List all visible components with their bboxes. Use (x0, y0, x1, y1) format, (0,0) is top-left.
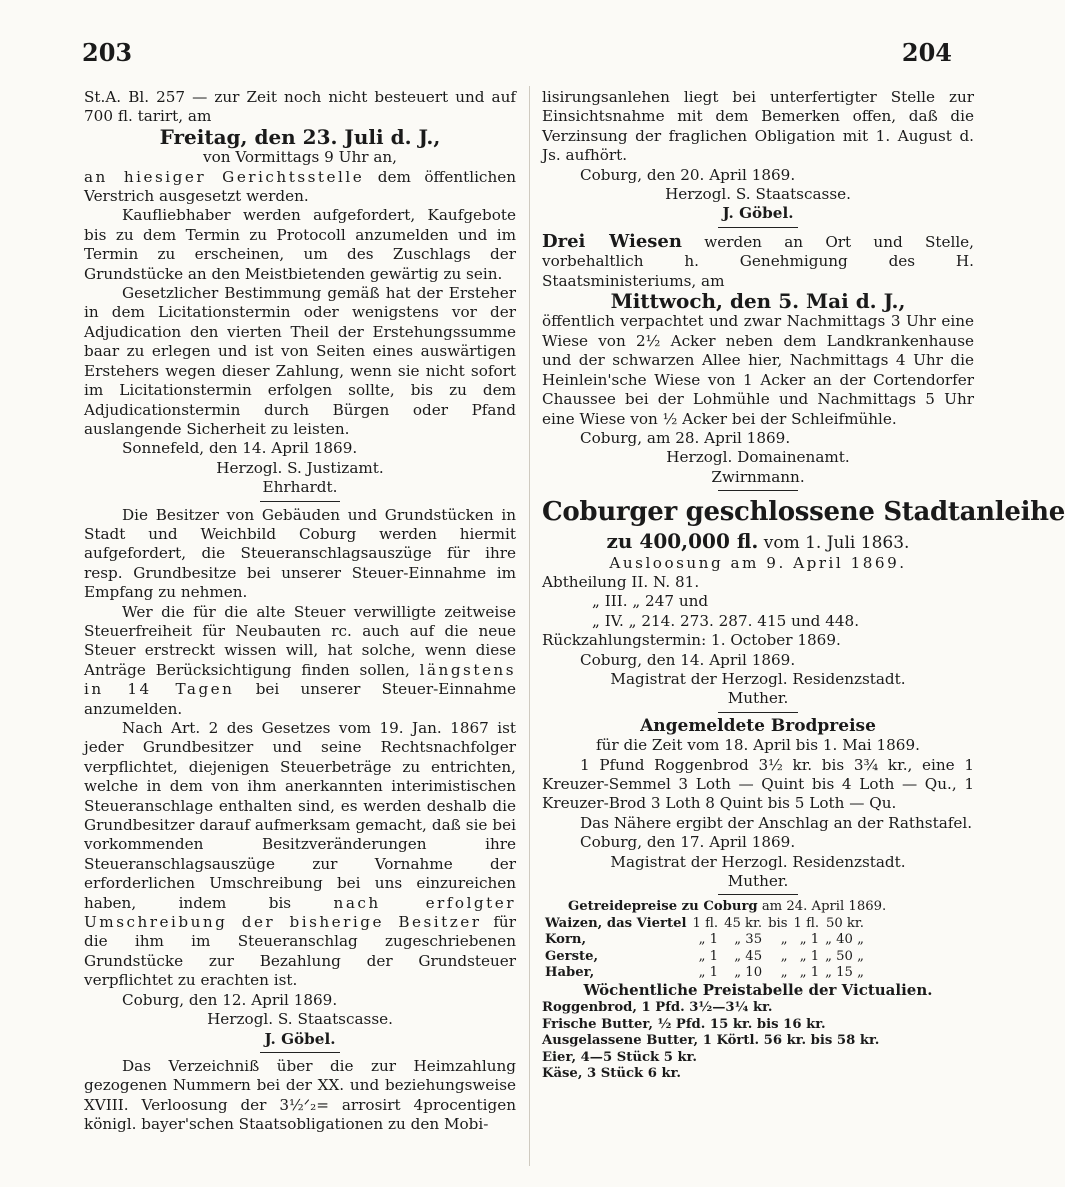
victual-item: Ausgelassene Butter, 1 Körtl. 56 kr. bis 58 kr. (542, 1033, 880, 1049)
grain-cell-a: 1 fl. (692, 915, 719, 931)
page-number-right: 204 (901, 38, 952, 67)
para-2-end: bei unserer Steuer-Einnahme anzumelden. (84, 680, 516, 718)
grain-cell-name: Korn, (545, 932, 587, 948)
place-rest: dem öffentlichen Verstrich ausgesetzt werden. (84, 167, 516, 206)
bread-prices-note: Das Nähere ergibt der Anschlag an der Rathstafel. (580, 813, 973, 832)
grain-cell-c: „ (780, 948, 788, 964)
separator-rule (718, 712, 798, 713)
grain-cell-name: Gerste, (545, 948, 599, 964)
meadows-intro: werden an Ort und Stelle, vorbehaltlich h. Genehmigung des H. Staatsministeriums, am (542, 232, 974, 290)
notice-meadows-location-date: Coburg, am 28. April 1869. (580, 428, 791, 447)
notice-bonds-authority: Herzogl. S. Staatscasse. (665, 185, 851, 204)
para-2-text: Wer die für die alte Steuer verwilligte zeitweise Steuerfreiheit für Neubauten rc. auch auf die neue Steuer erstreckt wissen will, hat solche, wenn diese Anträge Berücksichtigung finden sollen, (84, 602, 516, 679)
loan-amount: zu 400,000 fl. (606, 529, 759, 554)
grain-cell-e: 50 kr. (825, 915, 864, 931)
notice-auction-authority: Herzogl. S. Justizamt. (216, 458, 384, 477)
left-column (84, 88, 516, 1135)
grain-cell-name: Haber, (545, 965, 595, 981)
notice-meadows-para-2: öffentlich verpachtet und zwar Nachmittags 3 Uhr eine Wiese von 2½ Acker neben dem Landkrankenhause und der schwarzen Allee hier, Nachmittags 4 Uhr die Heinlein'sche Wiese von 1 Acker an der Cortendorfer Chaussee bei der Lohmühle und Nachmittags 5 Uhr eine Wiese von ½ Acker bei der Schleifmühle. (542, 312, 974, 428)
notice-meadows-authority: Herzogl. Domainenamt. (666, 448, 850, 467)
bread-prices-authority: Magistrat der Herzogl. Residenzstadt. (610, 852, 906, 871)
notice-auction-intro: St.A. Bl. 257 — zur Zeit noch nicht besteuert und auf 700 fl. tarirt, am (84, 88, 516, 126)
separator-rule (718, 894, 798, 895)
notice-tax-para-1: Die Besitzer von Gebäuden und Grundstücken in Stadt und Weichbild Coburg werden hiermit aufgefordert, die Steueranschlagsauszüge für ihre resp. Grundbesitze bei unserer Steuer-Einnahme im Empfang zu nehmen. (84, 505, 516, 602)
loan-headline: Coburger geschlossene Stadtanleihe (542, 497, 1065, 528)
loan-authority: Magistrat der Herzogl. Residenzstadt. (610, 669, 906, 688)
deadline-emphasis: längstens in 14 Tagen (84, 660, 517, 699)
grain-cell-e: „ 40 „ (825, 932, 864, 948)
grain-cell-c: „ (780, 965, 788, 981)
notice-meadows-signature: Zwirnmann. (711, 467, 805, 486)
grain-cell-c: bis (768, 915, 788, 931)
grain-cell-a: „ 1 (698, 932, 719, 948)
victual-item: Eier, 4—5 Stück 5 kr. (542, 1049, 697, 1065)
grain-cell-c: „ (780, 932, 788, 948)
transfer-emphasis: nach erfolgter Umschreibung der bisherige Besitzer (84, 893, 517, 932)
notice-auction-signature: Ehrhardt. (262, 478, 338, 497)
para-3-end: für die ihm im Steueranschlag zugeschriebenen Grundstücke zur Bezahlung der Grundsteuer verpflichtet zu erachten ist. (84, 913, 516, 990)
loan-line-3: „ IV. „ 214. 273. 287. 415 und 448. (592, 611, 860, 630)
notice-bonds-continuation: lisirungsanlehen liegt bei unterfertigter Stelle zur Einsichtsnahme mit dem Bemerken offen, daß die Verzinsung der fraglichen Obligation mit 1. August d. Js. aufhört. (542, 88, 974, 165)
bread-prices-location-date: Coburg, den 17. April 1869. (580, 833, 796, 852)
notice-tax-authority: Herzogl. S. Staatscasse. (207, 1010, 393, 1029)
grain-cell-a: „ 1 (698, 965, 719, 981)
notice-bonds-para-1: Das Verzeichniß über die zur Heimzahlung gezogenen Nummern bei der XX. und beziehungsweise XVIII. Verloosung der 3½ᐟ₂= arrosirt 4procentigen königl. bayer'schen Staatsobligationen zu den Mobi- (84, 1056, 516, 1134)
column-divider (529, 86, 530, 1166)
grain-cell-d: „ 1 (799, 932, 820, 948)
loan-date: vom 1. Juli 1863. (758, 533, 910, 554)
page-number-left: 203 (82, 38, 133, 67)
meadows-heading: Drei Wiesen (542, 230, 682, 252)
grain-row (542, 932, 867, 948)
grain-cell-b: „ 45 (734, 948, 763, 964)
grain-cell-d: 1 fl. (793, 915, 820, 931)
separator-rule (260, 501, 340, 502)
grain-cell-b: „ 10 (734, 965, 763, 981)
victual-item: Roggenbrod, 1 Pfd. 3½—3¼ kr. (542, 1000, 773, 1016)
loan-line-2: „ III. „ 247 und (592, 592, 709, 611)
loan-line-1: Abtheilung II. N. 81. (542, 572, 700, 591)
bread-prices-signature: Muther. (727, 872, 789, 891)
notice-auction-para-3: Gesetzlicher Bestimmung gemäß hat der Ersteher in dem Licitationstermin oder wenigstens vor der Adjudication den vierten Theil der Erstehungssumme baar zu erlegen und ist von Seiten eines auswärtigen Erstehers wegen dieser Zahlung, wenn sie nicht sofort im Licitationstermin erfolgen sollte, bis zu dem Adjudicationstermin durch Bürgen oder Pfand auslangende Sicherheit zu leisten. (84, 284, 516, 438)
grain-cell-name: Waizen, das Viertel (545, 915, 687, 931)
separator-rule (718, 227, 798, 228)
grain-prices-table (542, 916, 867, 982)
grain-cell-a: „ 1 (698, 948, 719, 964)
victual-item: Käse, 3 Stück 6 kr. (542, 1066, 681, 1082)
separator-rule (718, 490, 798, 491)
notice-tax-location-date: Coburg, den 12. April 1869. (122, 990, 338, 1009)
grain-heading-date: am 24. April 1869. (757, 899, 887, 915)
grain-cell-e: „ 50 „ (825, 948, 864, 964)
loan-drawing-date: Ausloosung am 9. April 1869. (609, 553, 907, 572)
loan-subheadline (542, 529, 974, 553)
notice-auction-para-2: Kaufliebhaber werden aufgefordert, Kaufgebote bis zu dem Termin zu Protocoll anzumelden und im Termin zu erscheinen, um des Zuschlags der Grundstücke an den Meistbietenden gewärtig zu sein. (84, 206, 516, 283)
grain-row (542, 965, 867, 981)
grain-cell-e: „ 15 „ (825, 965, 864, 981)
notice-tax-signature: J. Göbel. (264, 1029, 336, 1048)
bread-prices-details: 1 Pfund Roggenbrod 3½ kr. bis 3¾ kr., eine 1 Kreuzer-Semmel 3 Loth — Quint bis 4 Loth — Qu., 1 Kreuzer-Brod 3 Loth 8 Quint bis 5 Loth — Qu. (542, 755, 974, 813)
notice-bonds-signature: J. Göbel. (722, 204, 794, 223)
notice-auction-time: von Vormittags 9 Uhr an, (203, 148, 397, 167)
notice-auction-place (84, 168, 516, 207)
notice-tax-para-2 (84, 603, 516, 719)
right-column (542, 88, 1065, 1083)
notice-bonds-location-date: Coburg, den 20. April 1869. (580, 165, 796, 184)
grain-cell-d: „ 1 (799, 965, 820, 981)
notice-tax-para-3 (84, 719, 516, 991)
grain-heading-title: Getreidepreise zu Coburg (568, 899, 758, 915)
bread-prices-period: für die Zeit vom 18. April bis 1. Mai 1869. (596, 736, 920, 755)
loan-repayment-date: Rückzahlungstermin: 1. October 1869. (542, 631, 841, 650)
grain-cell-b: 45 kr. (724, 915, 763, 931)
victuals-heading: Wöchentliche Preistabelle der Victualien. (583, 981, 933, 1000)
notice-auction-date: Freitag, den 23. Juli d. J., (159, 124, 441, 149)
loan-location-date: Coburg, den 14. April 1869. (580, 650, 796, 669)
victuals-list (542, 1000, 974, 1082)
separator-rule (260, 1052, 340, 1053)
notice-meadows-date: Mittwoch, den 5. Mai d. J., (610, 289, 906, 314)
notice-meadows-para-1 (542, 232, 974, 291)
victual-item: Frische Butter, ½ Pfd. 15 kr. bis 16 kr. (542, 1016, 826, 1032)
grain-row (542, 949, 867, 965)
place-emphasis: an hiesiger Gerichtsstelle (84, 167, 365, 186)
grain-prices-heading (542, 899, 974, 915)
para-3-text: Nach Art. 2 des Gesetzes vom 19. Jan. 1867 ist jeder Grundbesitzer und seine Rechtsnachfolger verpflichtet, diejenigen Steuerbeträge zu entrichten, welche in dem von ihm anerkannten interimistischen Steueranschlage enthalten sind, es werden deshalb die Grundbesitzer darauf aufmerksam gemacht, daß sie bei vorkommenden Besitzveränderungen ihre Steueranschlagsauszüge zur Vornahme der erforderlichen Umschreibung bei uns einzureichen haben, indem bis (84, 719, 516, 912)
grain-cell-d: „ 1 (799, 948, 820, 964)
notice-auction-location-date: Sonnefeld, den 14. April 1869. (122, 439, 358, 458)
loan-signature: Muther. (727, 689, 789, 708)
grain-cell-b: „ 35 (734, 932, 763, 948)
grain-row (542, 916, 867, 932)
bread-prices-heading: Angemeldete Brodpreise (640, 715, 876, 736)
